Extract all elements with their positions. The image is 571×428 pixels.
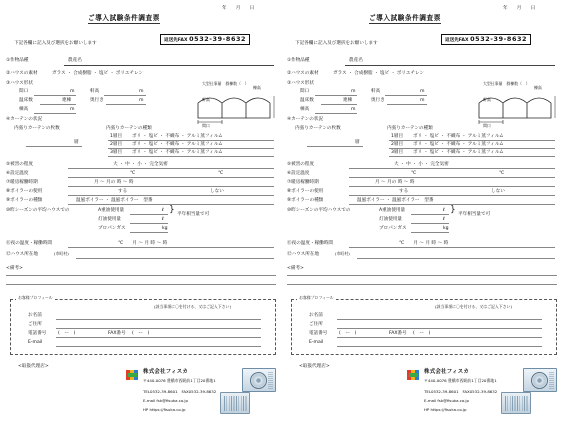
q10-c-label: プロパンガス: [379, 226, 407, 231]
q5-label: ⑤被害の程度: [6, 162, 34, 167]
q10-a-unit: ℓ: [162, 208, 164, 213]
profile-fax-label: FAX番号: [389, 331, 407, 336]
q3-eave-label: 棟高: [300, 107, 310, 112]
fax-box: [160, 34, 250, 45]
form-title: ご導入試験条件調査票: [369, 14, 441, 22]
q8-yes[interactable]: する: [399, 189, 409, 194]
profile-phone-label: 電話番号: [309, 331, 328, 336]
q9-value[interactable]: 温風ボイラー ・ 温風ボイラー 型番: [357, 198, 434, 203]
q7-value[interactable]: 月 〜 月の 時 〜 時: [375, 180, 415, 185]
q7-label: ⑦暖房稼働時期: [287, 180, 319, 185]
q12-label: ⑫ハウス所在地: [6, 252, 39, 257]
q4-layer-label: 2層目: [391, 142, 404, 147]
q10-c-unit: kg: [443, 226, 449, 231]
q3-ridge-label: 軒高: [371, 89, 381, 94]
q10-b-label: 灯油使用量: [98, 217, 121, 222]
date-line: 年 月 日: [503, 6, 536, 11]
q4-layer-options[interactable]: ポリ ・ 塩ビ ・ 不織布 ・ アルミ蒸フィルム: [132, 134, 223, 139]
company-website[interactable]: HP https://fisuka.co.jp: [143, 407, 186, 412]
diagram-width-label: 間口: [202, 123, 210, 128]
company-name: 株式会社フィスカ: [143, 369, 189, 375]
q3-depth-label: 奥行き: [90, 98, 104, 103]
product-image: [523, 368, 557, 392]
q1-value[interactable]: 農産名: [349, 58, 363, 63]
q3-frontage-label: 間口: [19, 89, 29, 94]
q12-note: (市町村): [54, 251, 69, 256]
q6-label: ⑥設定温度: [6, 171, 29, 176]
q3-depth-unit: m: [139, 98, 144, 103]
q11-value[interactable]: ℃ 月 〜 月 時 〜 時: [118, 241, 168, 246]
profile-phone-label: 電話番号: [28, 331, 47, 336]
q4-layer-label: 1層目: [110, 134, 123, 139]
q8-label: ⑧ボイラーの使用: [6, 189, 43, 194]
agency-label: <取扱代理店>: [299, 364, 330, 369]
q3-ridge-unit: m: [420, 89, 425, 94]
profile-email-label: E-mail: [28, 340, 43, 345]
profile-fax-label: FAX番号: [108, 331, 126, 336]
fax-number: 0532-39-8632: [189, 35, 247, 43]
q1-label: ①作物品種: [6, 58, 29, 63]
q1-value[interactable]: 農産名: [68, 58, 82, 63]
q4-inner-label: 内張りカーテンの種類: [387, 126, 433, 131]
q6-unit-a: ℃: [411, 171, 417, 176]
q4-label: ④カーテンの状況: [6, 117, 43, 122]
q4-outer-label: 内張りカーテンの枚数: [14, 126, 60, 131]
product-image-small: [501, 392, 531, 414]
q4-outer-unit: 層: [355, 140, 360, 145]
q10-label: ⑩昨シーズンの平均ハウスでの: [287, 208, 351, 213]
q9-label: ⑨ボイラーの種類: [287, 198, 324, 203]
q3-area-label: 温床数: [300, 98, 314, 103]
product-image-small: [220, 392, 250, 414]
q4-layer-label: 1層目: [391, 134, 404, 139]
q4-layer-options[interactable]: ポリ ・ 塩ビ ・ 不織布 ・ アルミ蒸フィルム: [132, 150, 223, 155]
q4-layer-label: 2層目: [110, 142, 123, 147]
q10-label: ⑩昨シーズンの平均ハウスでの: [6, 208, 70, 213]
q10-a-label: A重油使用量: [379, 208, 406, 213]
diagram-ridge-label: 棟高: [253, 85, 261, 90]
q3-area-unit: 連棟: [62, 98, 72, 103]
form-title: ご導入試験条件調査票: [88, 14, 160, 22]
company-address: 〒440-0076 豊橋市西駅前1丁目20番地1: [143, 378, 216, 383]
q6-unit-b: ℃: [499, 171, 505, 176]
q10-b-unit: ℓ: [443, 217, 445, 222]
q4-layer-label: 3層目: [110, 150, 123, 155]
q3-ridge-label: 軒高: [90, 89, 100, 94]
q4-layer-options[interactable]: ポリ ・ 塩ビ ・ 不織布 ・ アルミ蒸フィルム: [413, 142, 504, 147]
company-name: 株式会社フィスカ: [424, 369, 470, 375]
remarks-label: <備考>: [6, 266, 23, 271]
company-email[interactable]: E-mail fsk@fisuka.co.jp: [143, 398, 188, 403]
q7-label: ⑦暖房稼働時期: [6, 180, 38, 185]
profile-phone-format[interactable]: ( ー ): [339, 331, 357, 336]
form-intro: 下記各欄に記入及び選択をお願いします: [14, 41, 97, 46]
profile-heading: お客様プロフィール: [299, 295, 334, 300]
profile-address-label: ご住所: [309, 322, 323, 327]
agency-label: <取扱代理店>: [18, 364, 49, 369]
profile-address-label: ご住所: [28, 322, 42, 327]
q3-frontage-label: 間口: [300, 89, 310, 94]
q9-value[interactable]: 温風ボイラー ・ 温風ボイラー 型番: [76, 198, 153, 203]
q10-note: 平年相当量で可: [177, 212, 210, 217]
q4-layer-options[interactable]: ポリ ・ 塩ビ ・ 不織布 ・ アルミ蒸フィルム: [413, 150, 504, 155]
fax-number: 0532-39-8632: [470, 35, 528, 43]
q6-unit-a: ℃: [130, 171, 136, 176]
q10-c-unit: kg: [162, 226, 168, 231]
date-line: 年 月 日: [222, 6, 255, 11]
diagram-eave-label: 軒高: [202, 97, 210, 102]
company-address: 〒440-0076 豊橋市西駅前1丁目20番地1: [424, 378, 497, 383]
q12-note: (市町村): [335, 251, 350, 256]
company-logo-icon: [126, 369, 140, 381]
remarks-label: <備考>: [287, 266, 304, 271]
q3-frontage-unit: m: [351, 89, 356, 94]
diagram-note: 大型仕事量 群棟数（ ）: [483, 81, 530, 86]
q7-value[interactable]: 月 〜 月の 時 〜 時: [94, 180, 134, 185]
q1-label: ①作物品種: [287, 58, 310, 63]
q9-label: ⑨ボイラーの種類: [6, 198, 43, 203]
q3-ridge-unit: m: [139, 89, 144, 94]
q10-note: 平年相当量で可: [458, 212, 491, 217]
product-image: [242, 368, 276, 392]
fax-box: [441, 34, 531, 45]
q3-area-label: 温床数: [19, 98, 33, 103]
q5-options[interactable]: 大 ・ 中 ・ 小 ・ 完全気密: [394, 162, 449, 167]
q8-no[interactable]: しない: [491, 189, 505, 194]
profile-fax-format[interactable]: ( ー ): [413, 331, 431, 336]
company-email[interactable]: E-mail fsk@fisuka.co.jp: [424, 398, 469, 403]
q3-eave-unit: m: [351, 107, 356, 112]
fax-label: 返送先FAX: [445, 38, 469, 43]
profile-phone-format[interactable]: ( ー ): [58, 331, 76, 336]
q4-outer-label: 内張りカーテンの枚数: [295, 126, 341, 131]
q5-label: ⑤被害の程度: [287, 162, 315, 167]
survey-sheet-left: 年 月 日 ご導入試験条件調査票 下記各欄に記入及び選択をお願いします 返送先FAX 0532-39-8632 ①作物品種 農産名 ②ハウスの素材 ガラス ・ 合成樹脂 ・ 塩ビ ・ ポリエチレン ③ハウス形状 間口 m 軒高 m 温床数 連棟 奥行き m 棟高 m 大型仕事量 群棟数（ ） 軒高 棟高 間口 ④カーテンの状況 内張りカーテンの枚数 層 内張りカーテンの種類 1層目 ポリ ・ 塩ビ ・ 不織布 ・ アルミ蒸フィルム 2層目 ポリ ・ 塩ビ ・ 不織布 ・ アルミ蒸フィルム 3層目 ポリ ・ 塩ビ ・ 不織布 ・ アルミ蒸フィルム ⑤被害の程度 大 ・ 中 ・ 小 ・ 完全気密 ⑥設定温度 ℃ ℃ ⑦暖房稼働時期 月 〜 月の 時 〜 時 ⑧ボイラーの使用 する しない ⑨ボイラーの種類 温風ボイラー ・ 温風ボイラー 型番 ⑩昨シーズンの平均ハウスでの A重油使用量 灯油使用量 プロパンガス ℓ ℓ kg } 平年相当量で可 ⑪夜の温度・稼働時間 ℃ 月 〜 月 時 〜 時 ⑫ハウス所在地 (市町村) <備考> お客様プロフィール (該当事項に〇を付ける、又はご記入下さい) お名前 ご住所 電話番号 ( ー ) FAX番号 ( ー ) E-mail <取扱代理店> 株式会社フィスカ 〒440-0076 豊橋市西駅前1丁目20番地1 TEL0532-39-8601 FAX0532-39-8632 E-mail fsk@fisuka.co.jp HP https://fisuka.co.jp: [6, 0, 284, 428]
q11-label: ⑪夜の温度・稼働時間: [287, 241, 333, 246]
form-intro: 下記各欄に記入及び選択をお願いします: [295, 41, 378, 46]
survey-sheet-right: 年 月 日 ご導入試験条件調査票 下記各欄に記入及び選択をお願いします 返送先FAX 0532-39-8632 ①作物品種 農産名 ②ハウスの素材 ガラス ・ 合成樹脂 ・ 塩ビ ・ ポリエチレン ③ハウス形状 間口 m 軒高 m 温床数 連棟 奥行き m 棟高 m 大型仕事量 群棟数（ ） 軒高 棟高 間口 ④カーテンの状況 内張りカーテンの枚数 層 内張りカーテンの種類 1層目 ポリ ・ 塩ビ ・ 不織布 ・ アルミ蒸フィルム 2層目 ポリ ・ 塩ビ ・ 不織布 ・ アルミ蒸フィルム 3層目 ポリ ・ 塩ビ ・ 不織布 ・ アルミ蒸フィルム ⑤被害の程度 大 ・ 中 ・ 小 ・ 完全気密 ⑥設定温度 ℃ ℃ ⑦暖房稼働時期 月 〜 月の 時 〜 時 ⑧ボイラーの使用 する しない ⑨ボイラーの種類 温風ボイラー ・ 温風ボイラー 型番 ⑩昨シーズンの平均ハウスでの A重油使用量 灯油使用量 プロパンガス ℓ ℓ kg } 平年相当量で可 ⑪夜の温度・稼働時間 ℃ 月 〜 月 時 〜 時 ⑫ハウス所在地 (市町村) <備考> お客様プロフィール (該当事項に〇を付ける、又はご記入下さい) お名前 ご住所 電話番号 ( ー ) FAX番号 ( ー ) E-mail <取扱代理店> 株式会社フィスカ 〒440-0076 豊橋市西駅前1丁目20番地1 TEL0532-39-8601 FAX0532-39-8632 E-mail fsk@fisuka.co.jp HP https://fisuka.co.jp: [287, 0, 565, 428]
q5-options[interactable]: 大 ・ 中 ・ 小 ・ 完全気密: [113, 162, 168, 167]
company-website[interactable]: HP https://fisuka.co.jp: [424, 407, 467, 412]
q2-options[interactable]: ガラス ・ 合成樹脂 ・ 塩ビ ・ ポリエチレン: [52, 71, 144, 76]
q4-label: ④カーテンの状況: [287, 117, 324, 122]
q2-options[interactable]: ガラス ・ 合成樹脂 ・ 塩ビ ・ ポリエチレン: [333, 71, 425, 76]
q8-yes[interactable]: する: [118, 189, 128, 194]
company-tel-fax: TEL0532-39-8601 FAX0532-39-8632: [143, 389, 217, 394]
q10-b-unit: ℓ: [162, 217, 164, 222]
profile-name-label: お名前: [309, 313, 323, 318]
profile-email-label: E-mail: [309, 340, 324, 345]
q4-layer-label: 3層目: [391, 150, 404, 155]
fax-label: 返送先FAX: [164, 38, 188, 43]
q3-depth-label: 奥行き: [371, 98, 385, 103]
diagram-note: 大型仕事量 群棟数（ ）: [202, 81, 249, 86]
q11-label: ⑪夜の温度・稼働時間: [6, 241, 52, 246]
diagram-ridge-label: 棟高: [534, 85, 542, 90]
q3-frontage-unit: m: [70, 89, 75, 94]
profile-name-label: お名前: [28, 313, 42, 318]
q2-label: ②ハウスの素材: [6, 71, 38, 76]
company-logo-icon: [407, 369, 421, 381]
profile-note: (該当事項に〇を付ける、又はご記入下さい): [154, 304, 231, 309]
q10-b-label: 灯油使用量: [379, 217, 402, 222]
q11-value[interactable]: ℃ 月 〜 月 時 〜 時: [399, 241, 449, 246]
q4-layer-options[interactable]: ポリ ・ 塩ビ ・ 不織布 ・ アルミ蒸フィルム: [132, 142, 223, 147]
q6-label: ⑥設定温度: [287, 171, 310, 176]
company-tel-fax: TEL0532-39-8601 FAX0532-39-8632: [424, 389, 498, 394]
q8-no[interactable]: しない: [210, 189, 224, 194]
q3-eave-label: 棟高: [19, 107, 29, 112]
q3-eave-unit: m: [70, 107, 75, 112]
diagram-width-label: 間口: [483, 123, 491, 128]
q10-a-label: A重油使用量: [98, 208, 125, 213]
q3-label: ③ハウス形状: [6, 81, 33, 86]
profile-fax-format[interactable]: ( ー ): [132, 331, 150, 336]
q12-label: ⑫ハウス所在地: [287, 252, 320, 257]
q4-inner-label: 内張りカーテンの種類: [106, 126, 152, 131]
q8-label: ⑧ボイラーの使用: [287, 189, 324, 194]
profile-note: (該当事項に〇を付ける、又はご記入下さい): [435, 304, 512, 309]
diagram-eave-label: 軒高: [483, 97, 491, 102]
q4-outer-unit: 層: [74, 140, 79, 145]
q3-depth-unit: m: [420, 98, 425, 103]
q3-area-unit: 連棟: [343, 98, 353, 103]
q10-a-unit: ℓ: [443, 208, 445, 213]
q10-c-label: プロパンガス: [98, 226, 126, 231]
profile-heading: お客様プロフィール: [18, 295, 53, 300]
q4-layer-options[interactable]: ポリ ・ 塩ビ ・ 不織布 ・ アルミ蒸フィルム: [413, 134, 504, 139]
q6-unit-b: ℃: [218, 171, 224, 176]
q3-label: ③ハウス形状: [287, 81, 314, 86]
q2-label: ②ハウスの素材: [287, 71, 319, 76]
